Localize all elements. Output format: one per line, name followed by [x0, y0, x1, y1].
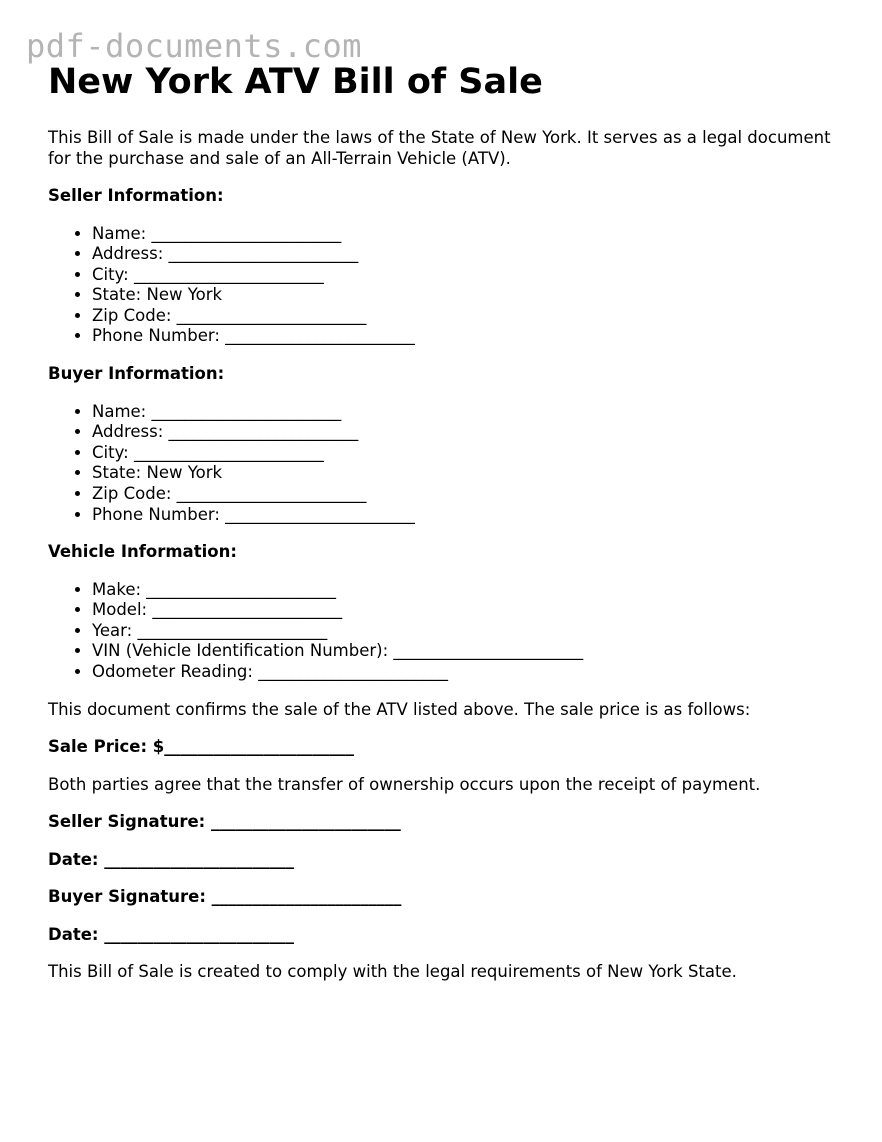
intro-paragraph: This Bill of Sale is made under the laws of the State of New York. It serves as a legal document for the purchase and sale of an All-Terrain Vehicle (ATV).	[48, 128, 831, 168]
seller-phone-field: • Phone Number: _______________________	[92, 326, 848, 347]
vehicle-year-field: • Year: _______________________	[92, 621, 848, 642]
seller-city-field: • City: _______________________	[92, 265, 848, 286]
seller-signature-line: Seller Signature: _______________________	[48, 812, 401, 832]
vehicle-list	[48, 580, 848, 683]
buyer-address-field: • Address: _______________________	[92, 422, 848, 443]
page-title: New York ATV Bill of Sale	[48, 62, 543, 102]
vehicle-model-field: • Model: _______________________	[92, 600, 848, 621]
confirm-paragraph: This document confirms the sale of the ATV listed above. The sale price is as follows:	[48, 699, 751, 719]
buyer-state-field: • State: New York	[92, 463, 848, 484]
vehicle-heading: Vehicle Information:	[48, 542, 237, 562]
closing-paragraph: This Bill of Sale is created to comply with the legal requirements of New York State.	[48, 962, 737, 982]
seller-name-field: • Name: _______________________	[92, 224, 848, 245]
document-page	[48, 60, 848, 983]
seller-zip-field: • Zip Code: _______________________	[92, 306, 848, 327]
seller-state-field: • State: New York	[92, 285, 848, 306]
watermark-text: pdf-documents.com	[26, 27, 363, 65]
buyer-date-line: Date: _______________________	[48, 924, 295, 944]
vehicle-make-field: • Make: _______________________	[92, 580, 848, 601]
buyer-zip-field: • Zip Code: _______________________	[92, 484, 848, 505]
buyer-city-field: • City: _______________________	[92, 443, 848, 464]
buyer-name-field: • Name: _______________________	[92, 402, 848, 423]
sale-price-line: Sale Price: $_______________________	[48, 737, 355, 757]
transfer-paragraph: Both parties agree that the transfer of ownership occurs upon the receipt of payment.	[48, 774, 761, 794]
buyer-phone-field: • Phone Number: _______________________	[92, 505, 848, 526]
seller-address-field: • Address: _______________________	[92, 244, 848, 265]
vehicle-odometer-field: • Odometer Reading: _______________________	[92, 662, 848, 683]
seller-list	[48, 224, 848, 348]
vehicle-vin-field: • VIN (Vehicle Identification Number): _______________________	[92, 641, 848, 662]
seller-heading: Seller Information:	[48, 186, 224, 205]
seller-date-line: Date: _______________________	[48, 849, 295, 869]
buyer-signature-line: Buyer Signature: _______________________	[48, 887, 402, 907]
buyer-list	[48, 402, 848, 526]
buyer-heading: Buyer Information:	[48, 364, 225, 384]
